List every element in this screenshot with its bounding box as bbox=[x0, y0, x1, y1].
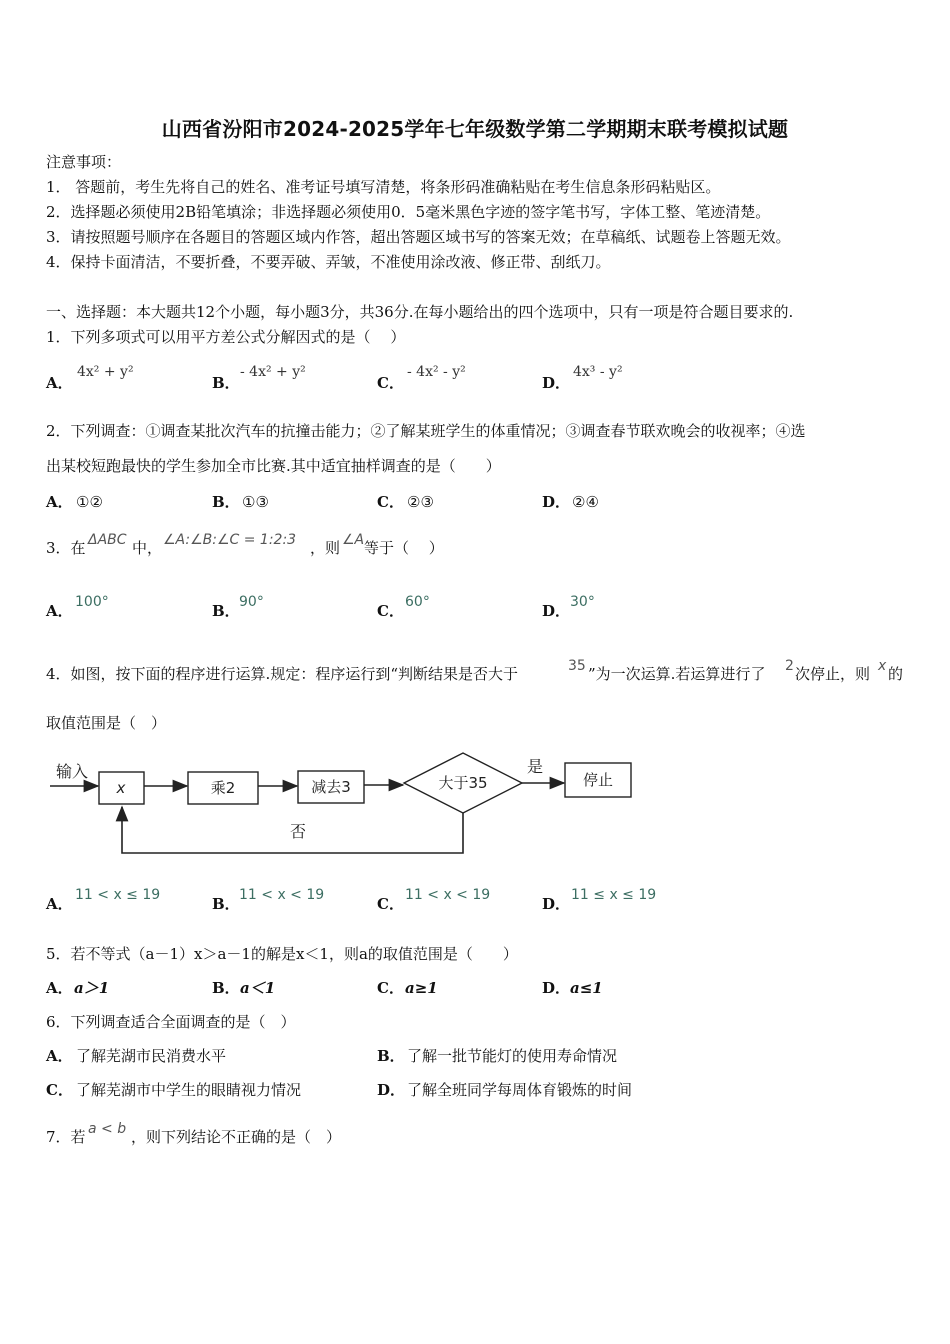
question-3-stem-a: 3．在 bbox=[46, 539, 86, 557]
q4-option-d-text: 11 ≤ x ≤ 19 bbox=[571, 887, 657, 903]
q2-option-b-label: B． bbox=[212, 493, 240, 511]
question-6-stem: 6．下列调查适合全面调查的是（ ） bbox=[46, 1013, 296, 1031]
q1-option-c-label: C． bbox=[377, 374, 404, 392]
flow-stop-label: 停止 bbox=[582, 771, 614, 789]
question-2-stem-line1: 2．下列调查：①调查某批次汽车的抗撞击能力；②了解某班学生的体重情况；③调查春节联欢晚会的收视率；④选 bbox=[46, 422, 806, 440]
q1-option-d-text: 4x³ - y² bbox=[573, 364, 623, 380]
question-4-stem-b: ”为一次运算.若运算进行了 bbox=[588, 665, 766, 683]
question-3-stem-b: 中， bbox=[132, 539, 163, 557]
q2-option-a-label: A． bbox=[46, 493, 73, 511]
flow-decision-label: 大于35 bbox=[438, 774, 488, 792]
question-4-stem-a: 4．如图，按下面的程序进行运算.规定：程序运行到“判断结果是否大于 bbox=[46, 665, 518, 683]
q4-option-a-text: 11 < x ≤ 19 bbox=[75, 887, 161, 903]
notice-item: 4．保持卡面清洁，不要折叠，不要弄破、弄皱，不准使用涂改液、修正带、刮纸刀。 bbox=[46, 253, 611, 271]
q3-option-c-text: 60° bbox=[405, 594, 430, 610]
program-flowchart bbox=[40, 745, 660, 865]
q4-option-b-text: 11 < x < 19 bbox=[239, 887, 325, 903]
q2-option-b-text: ①③ bbox=[242, 493, 269, 511]
q2-option-a-text: ①② bbox=[76, 493, 103, 511]
flow-no-label: 否 bbox=[290, 822, 307, 841]
question-7-stem-b: ，则下列结论不正确的是（ ） bbox=[131, 1128, 342, 1146]
question-3-stem-c: ，则 bbox=[310, 539, 341, 557]
question-2-stem-line2: 出某校短跑最快的学生参加全市比赛.其中适宜抽样调查的是（ ） bbox=[46, 457, 501, 475]
q7-math: a < b bbox=[88, 1121, 127, 1137]
q4-math-35: 35 bbox=[568, 658, 586, 674]
q6-option-c-text: 了解芜湖市中学生的眼睛视力情况 bbox=[76, 1081, 302, 1099]
q3-option-a-text: 100° bbox=[75, 594, 109, 610]
q3-option-d-text: 30° bbox=[570, 594, 595, 610]
q3-math-angle: ∠A bbox=[342, 532, 365, 548]
q5-option-c-label: C． bbox=[377, 979, 404, 997]
question-4-stem-d: 的 bbox=[888, 665, 904, 683]
q1-option-b-text: - 4x² + y² bbox=[240, 364, 306, 380]
q1-option-c-text: - 4x² - y² bbox=[407, 364, 466, 380]
q6-option-a-text: 了解芜湖市民消费水平 bbox=[76, 1047, 227, 1065]
q5-option-c-text: a≥1 bbox=[405, 979, 438, 997]
q3-option-b-text: 90° bbox=[239, 594, 264, 610]
q4-option-d-label: D． bbox=[542, 895, 571, 913]
question-5-stem: 5．若不等式（a－1）x＞a－1的解是x＜1，则a的取值范围是（ ） bbox=[46, 945, 518, 963]
q3-option-d-label: D． bbox=[542, 602, 571, 620]
section-heading: 一、选择题：本大题共12个小题，每小题3分，共36分.在每小题给出的四个选项中，只有一项是符合题目要求的. bbox=[46, 303, 794, 321]
page-title: 山西省汾阳市2024-2025学年七年级数学第二学期期末联考模拟试题 bbox=[161, 117, 789, 141]
q2-option-c-label: C． bbox=[377, 493, 404, 511]
flow-yes-label: 是 bbox=[527, 757, 544, 776]
q1-option-d-label: D． bbox=[542, 374, 571, 392]
q5-option-d-text: a≤1 bbox=[570, 979, 603, 997]
flow-input-label: 输入 bbox=[56, 762, 89, 781]
notice-heading: 注意事项： bbox=[46, 153, 122, 171]
q5-option-a-text: a＞1 bbox=[74, 979, 110, 997]
flow-multiply-label: 乘2 bbox=[210, 779, 236, 797]
q2-option-d-text: ②④ bbox=[572, 493, 599, 511]
q4-option-c-label: C． bbox=[377, 895, 404, 913]
q2-option-c-text: ②③ bbox=[407, 493, 434, 511]
q3-math-ratio: ∠A:∠B:∠C = 1:2:3 bbox=[163, 532, 297, 548]
q6-option-c-label: C． bbox=[46, 1081, 73, 1099]
question-4-stem-line2: 取值范围是（ ） bbox=[46, 714, 167, 732]
q6-option-d-label: D． bbox=[377, 1081, 406, 1099]
notice-item: 2．选择题必须使用2B铅笔填涂；非选择题必须使用0．5毫米黑色字迹的签字笔书写，字体工整、笔迹清楚。 bbox=[46, 203, 771, 221]
q6-option-a-label: A． bbox=[46, 1047, 73, 1065]
q4-math-x: x bbox=[878, 658, 887, 674]
q5-option-a-label: A． bbox=[46, 979, 73, 997]
q6-option-d-text: 了解全班同学每周体育锻炼的时间 bbox=[407, 1081, 633, 1099]
q4-math-2: 2 bbox=[785, 658, 794, 674]
q5-option-b-text: a＜1 bbox=[240, 979, 276, 997]
notice-item: 1． 答题前，考生先将自己的姓名、准考证号填写清楚，将条形码准确粘贴在考生信息条形码粘贴区。 bbox=[46, 178, 721, 196]
q2-option-d-label: D． bbox=[542, 493, 571, 511]
q3-option-b-label: B． bbox=[212, 602, 240, 620]
q1-option-a-text: 4x² + y² bbox=[77, 364, 134, 380]
q1-option-a-label: A． bbox=[46, 374, 73, 392]
q5-option-b-label: B． bbox=[212, 979, 240, 997]
question-3-stem-d: 等于（ ） bbox=[364, 539, 444, 557]
q1-option-b-label: B． bbox=[212, 374, 240, 392]
q4-option-c-text: 11 < x < 19 bbox=[405, 887, 491, 903]
notice-item: 3．请按照题号顺序在各题目的答题区域内作答，超出答题区域书写的答案无效；在草稿纸、试题卷上答题无效。 bbox=[46, 228, 791, 246]
question-7-stem-a: 7．若 bbox=[46, 1128, 86, 1146]
q5-option-d-label: D． bbox=[542, 979, 571, 997]
q4-option-b-label: B． bbox=[212, 895, 240, 913]
q6-option-b-text: 了解一批节能灯的使用寿命情况 bbox=[407, 1047, 618, 1065]
q3-option-a-label: A． bbox=[46, 602, 73, 620]
q6-option-b-label: B． bbox=[377, 1047, 405, 1065]
flow-subtract-label: 减去3 bbox=[311, 778, 351, 796]
flow-x-label: x bbox=[116, 779, 126, 797]
question-4-stem-c: 次停止，则 bbox=[795, 665, 871, 683]
question-1-stem: 1．下列多项式可以用平方差公式分解因式的是（ ） bbox=[46, 328, 406, 346]
q3-option-c-label: C． bbox=[377, 602, 404, 620]
q4-option-a-label: A． bbox=[46, 895, 73, 913]
q3-math-triangle: ΔABC bbox=[88, 532, 127, 548]
